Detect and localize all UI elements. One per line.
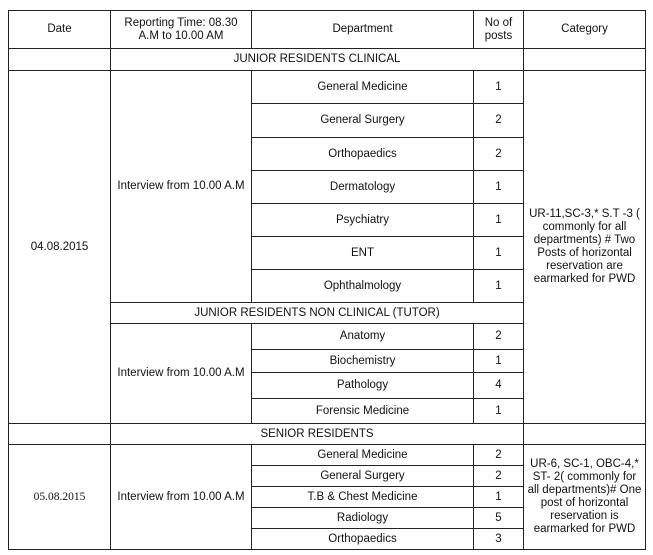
department-cell: Orthopaedics: [252, 529, 474, 550]
header-category: Category: [524, 11, 646, 49]
posts-cell: 1: [474, 171, 524, 204]
department-cell: Psychiatry: [252, 204, 474, 237]
department-cell: Biochemistry: [252, 350, 474, 373]
blank-cell: [524, 49, 646, 71]
section-title-jr-non-clinical: JUNIOR RESIDENTS NON CLINICAL (TUTOR): [111, 303, 524, 324]
section-row: [9, 49, 646, 71]
category-cell-1: UR-11,SC-3,* S.T -3 ( commonly for all departments) # Two Posts of horizontal reservation are earmarked for PWD: [524, 71, 646, 424]
section-row: [9, 424, 646, 445]
posts-cell: 2: [474, 445, 524, 466]
table-row: [9, 71, 646, 104]
department-cell: Dermatology: [252, 171, 474, 204]
posts-cell: 1: [474, 204, 524, 237]
posts-cell: 2: [474, 466, 524, 487]
recruitment-schedule-table: [8, 10, 646, 550]
department-cell: General Medicine: [252, 71, 474, 104]
department-cell: General Surgery: [252, 466, 474, 487]
header-date: Date: [9, 11, 111, 49]
posts-cell: 1: [474, 350, 524, 373]
posts-cell: 1: [474, 71, 524, 104]
posts-cell: 4: [474, 373, 524, 399]
department-cell: Radiology: [252, 508, 474, 529]
department-cell: Anatomy: [252, 324, 474, 350]
department-cell: Ophthalmology: [252, 270, 474, 303]
posts-cell: 2: [474, 138, 524, 171]
blank-cell: [524, 424, 646, 445]
header-no-of-posts: No of posts: [474, 11, 524, 49]
department-cell: General Surgery: [252, 104, 474, 138]
category-cell-2: UR-6, SC-1, OBC-4,* ST- 2( commonly for all departments)# One post of horizontal reservation is earmarked for PWD: [524, 445, 646, 550]
interview-cell-non-clinical: Interview from 10.00 A.M: [111, 324, 252, 424]
section-title-jr-clinical: JUNIOR RESIDENTS CLINICAL: [111, 49, 524, 71]
header-reporting-time: Reporting Time: 08.30 A.M to 10.00 AM: [111, 11, 252, 49]
interview-cell-clinical: Interview from 10.00 A.M: [111, 71, 252, 303]
department-cell: T.B & Chest Medicine: [252, 487, 474, 508]
department-cell: General Medicine: [252, 445, 474, 466]
posts-cell: 5: [474, 508, 524, 529]
posts-cell: 1: [474, 237, 524, 270]
department-cell: Forensic Medicine: [252, 399, 474, 424]
table-row: [9, 445, 646, 466]
date-cell-2: 05.08.2015: [9, 445, 111, 550]
interview-cell-senior: Interview from 10.00 A.M: [111, 445, 252, 550]
department-cell: ENT: [252, 237, 474, 270]
posts-cell: 1: [474, 270, 524, 303]
date-cell-1: 04.08.2015: [9, 71, 111, 424]
blank-cell: [9, 424, 111, 445]
header-row: [9, 11, 646, 49]
header-department: Department: [252, 11, 474, 49]
department-cell: Pathology: [252, 373, 474, 399]
posts-cell: 1: [474, 487, 524, 508]
posts-cell: 3: [474, 529, 524, 550]
posts-cell: 2: [474, 324, 524, 350]
section-title-senior: SENIOR RESIDENTS: [111, 424, 524, 445]
blank-cell: [9, 49, 111, 71]
posts-cell: 1: [474, 399, 524, 424]
department-cell: Orthopaedics: [252, 138, 474, 171]
posts-cell: 2: [474, 104, 524, 138]
